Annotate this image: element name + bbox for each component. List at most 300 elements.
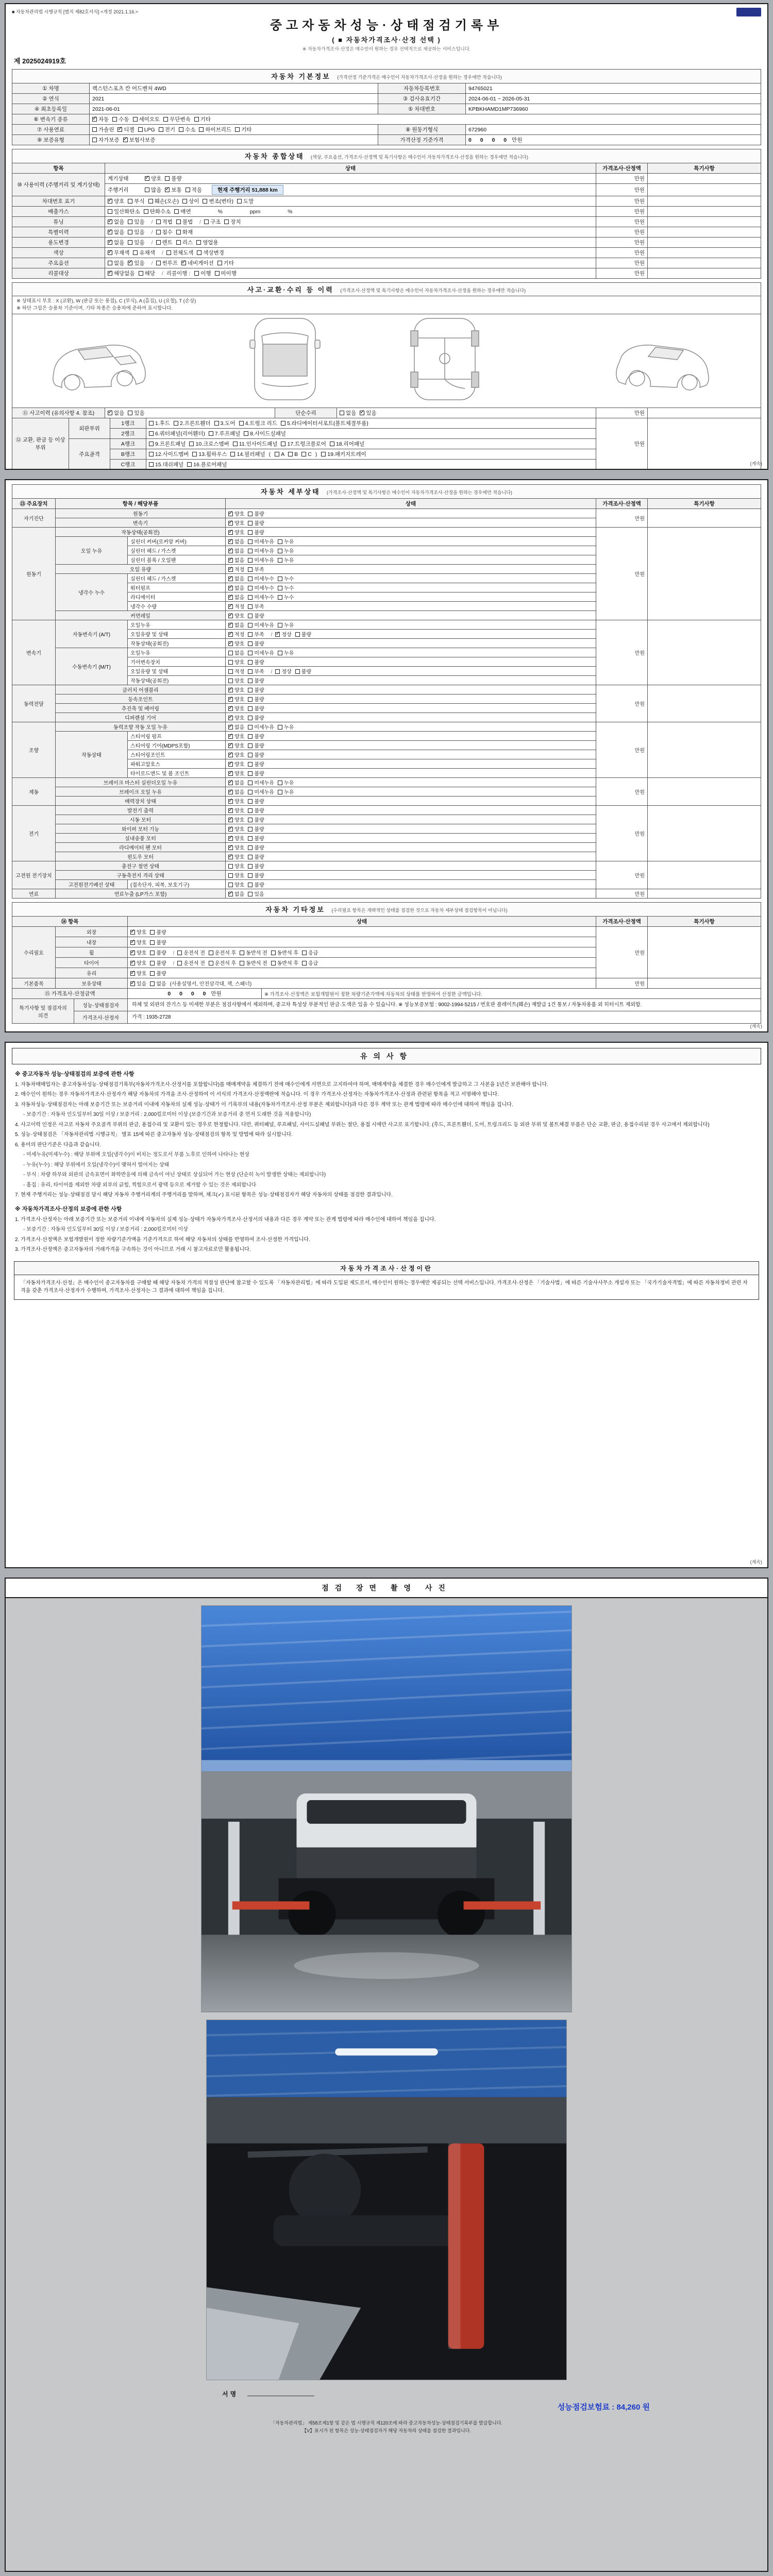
checkbox-없음[interactable] (228, 537, 244, 545)
checkbox-동반석 후[interactable] (271, 959, 298, 967)
checkbox-양호[interactable] (130, 938, 146, 946)
checkbox-label: 양호 (234, 734, 245, 740)
checkbox-icon (150, 940, 155, 945)
checkbox-세미오토[interactable] (133, 115, 160, 123)
checkbox-해당[interactable] (139, 269, 155, 277)
checkbox-양호[interactable] (228, 769, 244, 777)
checkbox-7.루프패널[interactable] (209, 430, 240, 437)
checkbox-불법[interactable] (176, 218, 193, 226)
checkbox-불량[interactable] (248, 732, 264, 740)
checkbox-icon (228, 734, 233, 739)
notice-body (12, 1071, 761, 1254)
checkbox-label: 불량 (301, 669, 312, 675)
continued-mark: (계속) (750, 461, 762, 466)
checkbox-양호[interactable] (228, 704, 244, 712)
checkbox-label: 없음 (234, 539, 245, 545)
checkbox-불량[interactable] (248, 825, 264, 833)
checkbox-무채색[interactable] (108, 249, 129, 257)
checkbox-없음[interactable] (228, 621, 244, 629)
checkbox-양호[interactable] (228, 816, 244, 823)
field-label-reg-no: 자동차등록번호 (378, 83, 466, 94)
checkbox-icon (321, 452, 326, 456)
checkbox-양호[interactable] (228, 528, 244, 536)
checkbox-있음[interactable] (360, 409, 376, 417)
checkbox-18.리어패널[interactable] (330, 440, 364, 448)
checkbox-불량[interactable] (248, 816, 264, 823)
checkbox-불량[interactable] (248, 760, 264, 768)
checkbox-3.도어[interactable] (214, 419, 236, 427)
price-cell: 만원 (596, 184, 648, 196)
checkbox-없음[interactable] (108, 259, 124, 267)
checkbox-불량[interactable] (248, 769, 264, 777)
checkbox-양호[interactable] (228, 871, 244, 879)
detail-row (12, 620, 761, 630)
checkbox-정상[interactable] (275, 667, 291, 675)
checkbox-기타[interactable] (217, 259, 234, 267)
checkbox-icon (230, 452, 235, 456)
status-cell (226, 871, 596, 880)
checkbox-불량[interactable] (295, 630, 311, 638)
checkbox-icon (108, 271, 112, 276)
checkbox-label: 양호 (234, 845, 245, 851)
checkbox-없음[interactable] (228, 574, 244, 582)
checkbox-불량[interactable] (248, 806, 264, 814)
checkbox-양호[interactable] (228, 797, 244, 805)
checkbox-15.대쉬패널[interactable] (149, 461, 183, 468)
checkbox-운전석 전[interactable] (177, 948, 205, 956)
checkbox-누유[interactable] (278, 547, 294, 554)
checkbox-양호[interactable] (228, 639, 244, 647)
checkbox-icon (248, 836, 253, 841)
checkbox-C[interactable] (301, 451, 312, 457)
checkbox-양호[interactable] (228, 760, 244, 768)
checkbox-label: 불량 (254, 697, 264, 703)
detail-row (12, 778, 761, 787)
inspection-photo-1 (201, 1605, 572, 2012)
checkbox-불량[interactable] (248, 510, 264, 517)
item-label: 브레이크 마스터 실린더오일 누유 (56, 778, 226, 787)
checkbox-응급[interactable] (302, 959, 318, 967)
checkbox-label: 이행 (200, 270, 211, 277)
checkbox-전체도색[interactable] (166, 249, 194, 257)
checkbox-디젤[interactable] (117, 126, 134, 133)
checkbox-있음[interactable] (128, 259, 144, 267)
checkbox-전기[interactable] (159, 126, 175, 133)
checkbox-없음[interactable] (228, 890, 244, 897)
checkbox-운전석 후[interactable] (209, 948, 236, 956)
checkbox-1.후드[interactable] (149, 419, 170, 427)
checkbox-5.라디에이터서포트(볼트체결부품)[interactable] (281, 419, 368, 427)
checkbox-하이브리드[interactable] (199, 126, 231, 133)
checkbox-양호[interactable] (228, 853, 244, 860)
checkbox-양호[interactable] (228, 834, 244, 842)
checkbox-icon (174, 421, 178, 426)
checkbox-4.트렁크 리드[interactable] (239, 419, 277, 427)
checkbox-label: 부족 (254, 567, 264, 573)
checkbox-9.프론트패널[interactable] (149, 440, 186, 448)
checkbox-도말[interactable] (237, 197, 254, 205)
checkbox-불량[interactable] (248, 658, 264, 666)
checkbox-매연[interactable] (174, 208, 191, 215)
rank-parts-cell (146, 459, 596, 469)
field-label-transmission: ⑥ 변속기 종류 (12, 114, 90, 125)
checkbox-icon (139, 271, 143, 276)
checkbox-2.프론트휀더[interactable] (174, 419, 210, 427)
checkbox-불량[interactable] (248, 639, 264, 647)
checkbox-미세누수[interactable] (248, 584, 274, 591)
checkbox-없음[interactable] (228, 788, 244, 795)
checkbox-불량[interactable] (248, 880, 264, 888)
checkbox-누유[interactable] (278, 788, 294, 795)
rank-parts-cell (146, 438, 596, 449)
checkbox-미세누수[interactable] (248, 593, 274, 601)
checkbox-양호[interactable] (228, 880, 244, 888)
checkbox-수소[interactable] (179, 126, 195, 133)
item-label: 내장 (56, 937, 128, 947)
checkbox-label: 불법 (182, 219, 193, 225)
checkbox-icon (228, 577, 233, 581)
checkbox-있음[interactable] (248, 890, 264, 897)
section-accident-title (12, 282, 761, 296)
checkbox-무단변속[interactable] (163, 115, 191, 123)
checkbox-양호[interactable] (228, 658, 244, 666)
checkbox-부족[interactable] (248, 565, 264, 573)
checkbox-11.인사이드패널[interactable] (233, 440, 278, 448)
checkbox-미세누유[interactable] (248, 723, 274, 731)
checkbox-19.패키지트레이[interactable] (321, 450, 366, 458)
checkbox-썬루프[interactable] (156, 259, 178, 267)
checkbox-양호[interactable] (228, 714, 244, 721)
checkbox-icon (156, 261, 161, 265)
checkbox-색상변경[interactable] (197, 249, 224, 257)
status-cell (128, 927, 596, 937)
checkbox-미세누유[interactable] (248, 556, 274, 564)
checkbox-label: 없음 (234, 577, 245, 582)
checkbox-적정[interactable] (228, 667, 244, 675)
checkbox-없음[interactable] (150, 979, 166, 987)
checkbox-해당없음[interactable] (108, 269, 135, 277)
checkbox-응급[interactable] (302, 948, 318, 956)
checkbox-불량[interactable] (150, 948, 166, 956)
checkbox-icon (197, 250, 201, 255)
checkbox-불량[interactable] (248, 695, 264, 703)
checkbox-icon (248, 818, 253, 822)
checkbox-label: 구조 (210, 219, 221, 225)
checkbox-label: 불량 (254, 521, 264, 527)
checkbox-동반석 후[interactable] (271, 948, 298, 956)
checkbox-17.트렁크플로어[interactable] (281, 440, 326, 448)
status-cell (226, 889, 596, 899)
checkbox-label: 장치 (230, 219, 241, 225)
checkbox-없음[interactable] (228, 556, 244, 564)
checkbox-침수[interactable] (156, 228, 173, 236)
checkbox-icon (149, 421, 154, 426)
checkbox-label: 미세누수 (254, 586, 274, 591)
checkbox-icon (156, 240, 161, 245)
checkbox-불량[interactable] (248, 519, 264, 527)
checkbox-불량[interactable] (248, 871, 264, 879)
checkbox-label: 양호 (234, 873, 245, 879)
checkbox-보통[interactable] (165, 186, 181, 194)
section-note: (색상, 주요옵션, 가격조사·산정액 및 특기사항은 매수인이 자동차가격조사·산정을 원하는 경우에만 적습니다) (310, 155, 529, 160)
damage-legend (12, 296, 761, 314)
checkbox-label: 양호 (234, 660, 245, 666)
checkbox-A[interactable] (275, 451, 284, 457)
exchange-rank-table (12, 418, 761, 470)
checkbox-icon (248, 558, 253, 563)
checkbox-불량[interactable] (150, 969, 166, 977)
checkbox-누수[interactable] (278, 593, 294, 601)
checkbox-상이[interactable] (182, 197, 199, 205)
checkbox-누유[interactable] (278, 723, 294, 731)
price-appraisal-info-box (14, 1261, 759, 1300)
checkbox-양호[interactable] (228, 510, 244, 517)
checkbox-동반석 전[interactable] (240, 948, 267, 956)
checkbox-양호[interactable] (228, 843, 244, 851)
checkbox-일산화탄소[interactable] (108, 208, 140, 215)
checkbox-icon (228, 743, 233, 748)
checkbox-12.사이드멤버[interactable] (149, 450, 189, 458)
checkbox-icon (179, 127, 183, 132)
checkbox-label: 디젤 (124, 127, 135, 133)
checkbox-있음[interactable] (128, 218, 144, 226)
checkbox-없음[interactable] (340, 409, 356, 417)
checkbox-양호[interactable] (228, 686, 244, 693)
checkbox-8.사이드실패널[interactable] (244, 430, 286, 437)
checkbox-양호[interactable] (228, 732, 244, 740)
checkbox-label: 양호 (234, 716, 245, 721)
checkbox-자동[interactable] (92, 115, 109, 123)
checkbox-미세누유[interactable] (248, 621, 274, 629)
checkbox-운전석 전[interactable] (177, 959, 205, 967)
checkbox-가솔린[interactable] (92, 126, 114, 133)
price-cell: 만원 (596, 217, 648, 227)
checkbox-없음[interactable] (228, 723, 244, 731)
checkbox-정상[interactable] (275, 630, 291, 638)
overall-row (12, 268, 761, 279)
checkbox-양호[interactable] (228, 612, 244, 619)
checkbox-누유[interactable] (278, 621, 294, 629)
checkbox-불량[interactable] (248, 797, 264, 805)
checkbox-label: 미세누유 (254, 558, 274, 564)
checkbox-누수[interactable] (278, 584, 294, 591)
checkbox-적정[interactable] (228, 630, 244, 638)
accident-label: ⑪ 사고이력 (유의사항 4. 참조) (12, 408, 105, 418)
checkbox-없음[interactable] (228, 778, 244, 786)
checkbox-누유[interactable] (278, 649, 294, 656)
checkbox-미세누유[interactable] (248, 547, 274, 554)
checkbox-영업용[interactable] (196, 239, 218, 246)
checkbox-icon (228, 688, 233, 692)
price-cell: 만원 (596, 196, 648, 207)
checkbox-장치[interactable] (224, 218, 241, 226)
checkbox-있음[interactable] (128, 228, 144, 236)
checkbox-미세누유[interactable] (248, 778, 274, 786)
checkbox-렌트[interactable] (156, 239, 173, 246)
checkbox-적정[interactable] (228, 565, 244, 573)
checkbox-양호[interactable] (228, 862, 244, 870)
checkbox-불량[interactable] (248, 751, 264, 758)
checkbox-적정[interactable] (228, 602, 244, 610)
continued-mark: (계속) (750, 1560, 762, 1565)
checkbox-양호[interactable] (130, 928, 146, 936)
checkbox-운전석 후[interactable] (209, 959, 236, 967)
checkbox-양호[interactable] (130, 969, 146, 977)
checkbox-양호[interactable] (228, 695, 244, 703)
checkbox-불량[interactable] (248, 612, 264, 619)
checkbox-불량[interactable] (248, 704, 264, 712)
checkbox-이행[interactable] (194, 269, 211, 277)
checkbox-양호[interactable] (228, 825, 244, 833)
checkbox-불량[interactable] (248, 843, 264, 851)
checkbox-양호[interactable] (228, 741, 244, 749)
checkbox-불량[interactable] (248, 528, 264, 536)
checkbox-누수[interactable] (278, 574, 294, 582)
checkbox-미이행[interactable] (215, 269, 237, 277)
checkbox-label: 없음 (234, 892, 245, 897)
checkbox-14.필러패널[interactable] (230, 450, 265, 458)
checkbox-자가보증[interactable] (92, 136, 120, 144)
vehicle-diagrams (12, 314, 761, 408)
checkbox-불량[interactable] (295, 667, 311, 675)
status-cell (226, 741, 596, 750)
checkbox-icon (248, 864, 253, 869)
checkbox-B[interactable] (288, 451, 298, 457)
checkbox-icon (144, 209, 148, 214)
checkbox-label: 불량 (254, 818, 264, 823)
checkbox-누유[interactable] (278, 537, 294, 545)
checkbox-불량[interactable] (150, 928, 166, 936)
checkbox-불량[interactable] (248, 853, 264, 860)
checkbox-없음[interactable] (228, 649, 244, 656)
checkbox-있음[interactable] (128, 239, 144, 246)
checkbox-없음[interactable] (228, 584, 244, 591)
checkbox-양호[interactable] (228, 676, 244, 684)
checkbox-많음[interactable] (145, 186, 161, 194)
part-label: 기어변속장치 (128, 657, 226, 667)
checkbox-label: 자가보증 (98, 137, 120, 143)
checkbox-label: 훼손(오손) (154, 198, 179, 205)
checkbox-label: 불량 (171, 176, 182, 182)
checkbox-화재[interactable] (176, 228, 193, 236)
rank-label: 1랭크 (110, 418, 146, 428)
checkbox-icon (228, 781, 233, 785)
checkbox-양호[interactable] (228, 806, 244, 814)
checkbox-미세누유[interactable] (248, 649, 274, 656)
options-divider: / (173, 951, 175, 956)
checkbox-label: 수소 (185, 127, 196, 133)
checkbox-없음[interactable] (108, 228, 124, 236)
checkbox-불량[interactable] (248, 862, 264, 870)
checkbox-구조[interactable] (204, 218, 221, 226)
checkbox-있음[interactable] (130, 979, 146, 987)
checkbox-icon (159, 127, 163, 132)
checkbox-없음[interactable] (108, 409, 124, 417)
checkbox-미세누유[interactable] (248, 537, 274, 545)
checkbox-icon (248, 614, 253, 618)
checkbox-있음[interactable] (128, 409, 144, 417)
checkbox-icon (248, 706, 253, 711)
checkbox-없음[interactable] (108, 239, 124, 246)
checkbox-변조(변타)[interactable] (203, 197, 233, 205)
checkbox-불량[interactable] (165, 175, 181, 182)
notice-paragraph: 3. 가격조사·산정액은 중고자동차의 거래가격을 구속하는 것이 아니므로 거래 시 참고자료로만 활용됩니다. (15, 1247, 251, 1253)
checkbox-탄화수소[interactable] (144, 208, 171, 215)
part-label: 오일유량 및 상태 (128, 630, 226, 639)
checkbox-불량[interactable] (248, 714, 264, 721)
checkbox-기타[interactable] (194, 115, 211, 123)
checkbox-부식[interactable] (128, 197, 144, 205)
checkbox-리스[interactable] (176, 239, 193, 246)
checkbox-미세누유[interactable] (248, 788, 274, 795)
checkbox-없음[interactable] (228, 547, 244, 554)
checkbox-수동[interactable] (112, 115, 129, 123)
checkbox-적법[interactable] (156, 218, 173, 226)
checkbox-없음[interactable] (108, 218, 124, 226)
checkbox-누유[interactable] (278, 556, 294, 564)
checkbox-불량[interactable] (150, 938, 166, 946)
checkbox-미세누수[interactable] (248, 574, 274, 582)
checkbox-불량[interactable] (248, 686, 264, 693)
checkbox-불량[interactable] (150, 959, 166, 967)
checkbox-네비게이션[interactable] (181, 259, 214, 267)
checkbox-label: 6.쿼터패널(리어휀더) (155, 430, 205, 437)
checkbox-icon (248, 595, 253, 600)
checkbox-적음[interactable] (186, 186, 202, 194)
item-label: 자동변속기 (A/T) (56, 620, 128, 648)
section-note: (가격산정 기준가격은 매수인이 자동차가격조사·산정을 원하는 경우에만 적습니다) (337, 75, 502, 80)
checkbox-icon (204, 219, 209, 224)
checkbox-label: 동반석 전 (246, 961, 267, 967)
checkbox-10.크로스멤버[interactable] (189, 440, 229, 448)
checkbox-불량[interactable] (248, 741, 264, 749)
checkbox-icon (149, 442, 154, 446)
checkbox-보험사보증[interactable] (123, 136, 156, 144)
checkbox-16.플로어패널[interactable] (187, 461, 227, 468)
checkbox-13.휠하우스[interactable] (192, 450, 227, 458)
checkbox-6.쿼터패널(리어휀더)[interactable] (149, 430, 205, 437)
overall-status-cell (105, 174, 596, 184)
checkbox-유채색[interactable] (133, 249, 155, 257)
checkbox-label: 불량 (156, 971, 166, 977)
checkbox-불량[interactable] (248, 676, 264, 684)
checkbox-누유[interactable] (278, 778, 294, 786)
checkbox-label: 해당 (144, 270, 155, 277)
checkbox-기타[interactable] (235, 126, 251, 133)
part-label: 작동상태(공회전) (128, 639, 226, 648)
checkbox-없음[interactable] (228, 593, 244, 601)
checkbox-부족[interactable] (248, 667, 264, 675)
item-label: 배력장치 상태 (56, 796, 226, 806)
checkbox-icon (130, 930, 135, 935)
checkbox-label: 유채색 (139, 250, 155, 256)
checkbox-icon (248, 567, 253, 572)
notice-paragraph: 2. 매수인이 원하는 경우 자동차가격조사·산정자가 해당 자동차의 가격을 조사·산정하여 이 서식의 가격조사·산정액란에 적습니다. 이 경우 가격조사·산정자는 자동차가격조사·산정과 관련된 항목을 적고 서명해야 합니다. (15, 1092, 499, 1098)
checkbox-불량[interactable] (248, 834, 264, 842)
checkbox-부족[interactable] (248, 630, 264, 638)
checkbox-부족[interactable] (248, 602, 264, 610)
checkbox-양호[interactable] (145, 175, 161, 182)
checkbox-양호[interactable] (228, 751, 244, 758)
checkbox-양호[interactable] (130, 948, 146, 956)
checkbox-LPG[interactable] (138, 127, 155, 133)
checkbox-양호[interactable] (228, 519, 244, 527)
checkbox-양호[interactable] (108, 197, 124, 205)
checkbox-icon (248, 530, 253, 535)
checkbox-동반석 전[interactable] (240, 959, 267, 967)
checkbox-양호[interactable] (130, 959, 146, 967)
checkbox-훼손(오손)[interactable] (148, 197, 179, 205)
